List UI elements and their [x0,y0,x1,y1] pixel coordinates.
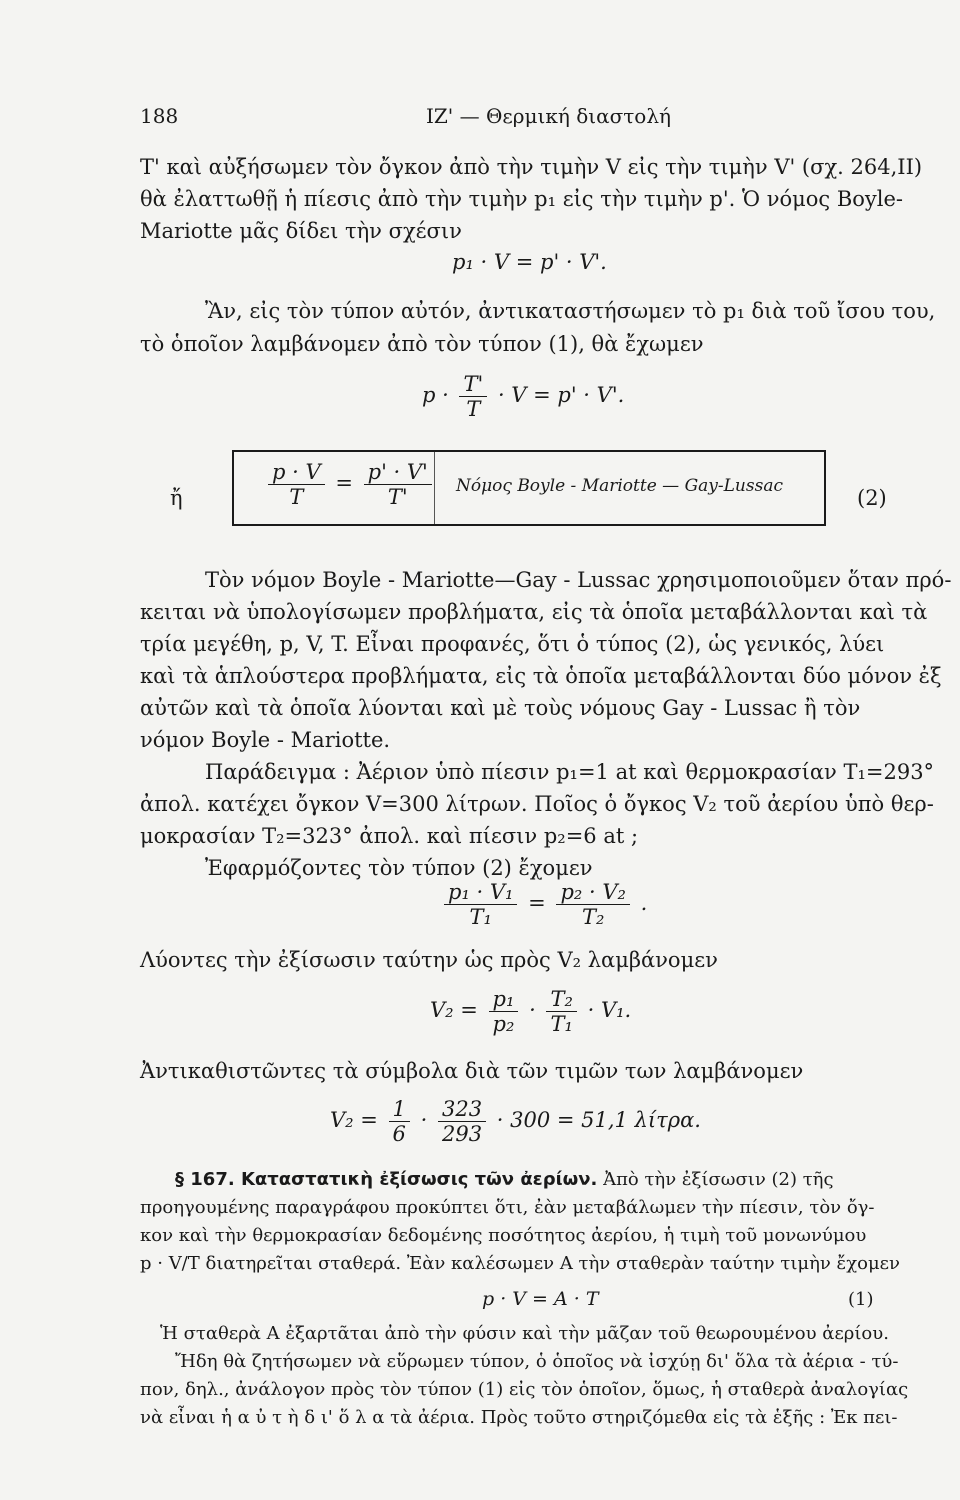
equation-combined [440,880,647,929]
text-line: θὰ ἐλαττωθῇ ἡ πίεσις ἀπὸ τὴν τιμὴν p₁ εἰς τὴν τιμὴν p'. Ὁ νόμος Boyle- [140,187,904,211]
equals-sign: = [335,471,353,495]
dot: · [420,1108,428,1132]
fraction [444,880,517,929]
example-line: Ἐφαρμόζοντες τὸν τύπον (2) ἔχομεν [205,856,593,880]
eq-left: p · [422,383,449,407]
eq-end: . [640,891,648,915]
text-line: αὐτῶν καὶ τὰ ὁποῖα λύονται καὶ μὲ τοὺς νόμους Gay - Lussac ἢ τὸν [140,696,861,720]
fraction-numerator: p₂ · V₂ [556,880,629,905]
page-number: 188 [140,104,179,128]
fraction [389,1097,410,1146]
law-equation [264,460,436,509]
equation-number: (2) [857,486,887,510]
eq-end: · 300 = 51,1 λίτρα. [496,1108,701,1132]
equation-boyle: p₁ · V = p' · V'. [452,250,607,274]
text-line: Ἡ σταθερὰ A ἐξαρτᾶται ἀπὸ τὴν φύσιν καὶ τὴν μᾶζαν τοῦ θεωρουμένου ἀερίου. [160,1323,889,1344]
section-heading-line [175,1168,834,1192]
text-line: κειται νὰ ὑπολογίσωμεν προβλήματα, εἰς τὰ ὁποῖα μεταβάλλονται καὶ τὰ [140,600,928,624]
text-line: προηγουμένης παραγράφου προκύπτει ὅτι, ἐὰν μεταβάλωμεν τὴν πίεσιν, τὸν ὄγ- [140,1197,875,1218]
text-line: πον, δηλ., ἀνάλογον πρὸς τὸν τύπον (1) εἰς τὸν ὁποῖον, ὅμως, ἡ σταθερὰ ἀναλογίας [140,1379,909,1400]
fraction-numerator: p' · V' [364,460,432,485]
section-heading-rest: Ἀπὸ τὴν ἐξίσωσιν (2) τῆς [603,1169,834,1190]
fraction-denominator: T [466,397,481,421]
law-label: Νόμος Boyle - Mariotte — Gay-Lussac [456,476,783,496]
fraction-denominator: 6 [392,1122,406,1146]
eq-lhs: V₂ = [430,998,478,1022]
fraction-numerator: 1 [389,1097,410,1122]
conjunction-eta: ἤ [170,486,183,510]
equation-substitution [422,372,624,421]
fraction [268,460,325,509]
text-line: Mariotte μᾶς δίδει τὴν σχέσιν [140,219,462,243]
text-line: Ἤδη θὰ ζητήσωμεν νὰ εὕρωμεν τύπον, ὁ ὁποῖος νὰ ἰσχύῃ δι' ὅλα τὰ ἀέρια - τύ- [175,1351,899,1372]
example-line: Παράδειγμα : Ἀέριον ὑπὸ πίεσιν p₁=1 at καὶ θερμοκρασίαν T₁=293° [205,760,935,784]
fraction-denominator: T₂ [581,905,605,929]
fraction-denominator: T₁ [469,905,492,929]
text-line: τρία μεγέθη, p, V, T. Εἶναι προφανές, ὅτι ὁ τύπος (2), ὡς γενικός, λύει [140,632,885,656]
text-line: p · V/T διατηρεῖται σταθερά. Ἐὰν καλέσωμεν A τὴν σταθερὰν ταύτην τιμὴν ἔχομεν [140,1253,900,1274]
text-line: Τὸν νόμον Boyle - Mariotte—Gay - Lussac χρησιμοποιοῦμεν ὅταν πρό- [205,568,952,592]
dot: · [529,998,536,1022]
eq-end: · V₁. [587,998,632,1022]
text-line: νὰ εἶναι ἡ α ὐ τ ὴ δ ι' ὅ λ α τὰ ἀέρια. Πρὸς τοῦτο στηριζόμεθα εἰς τὰ ἑξῆς : Ἐκ πει- [140,1407,898,1428]
equation-numeric [330,1097,701,1146]
text-line: κον καὶ τὴν θερμοκρασίαν δεδομένης ποσότητος ἀερίου, ἡ τιμὴ τοῦ μονωνύμου [140,1225,867,1246]
fraction [438,1097,486,1146]
law-box [232,450,826,526]
example-line: ἀπολ. κατέχει ὄγκον V=300 λίτρων. Ποῖος ὁ ὄγκος V₂ τοῦ ἀερίου ὑπὸ θερ- [140,792,934,816]
fraction [489,987,519,1036]
fraction-numerator: 323 [438,1097,486,1122]
section-heading: § 167. Καταστατικὴ ἐξίσωσις τῶν ἀερίων. [175,1169,598,1190]
fraction [459,372,487,421]
fraction [556,880,629,929]
equation-solve [430,987,631,1036]
fraction-numerator: p · V [268,460,325,485]
text-line: Ἂν, εἰς τὸν τύπον αὐτόν, ἀντικαταστήσωμεν τὸ p₁ διὰ τοῦ ἴσου του, [205,299,936,323]
fraction-numerator: p₁ · V₁ [444,880,517,905]
text-line: Λύοντες τὴν ἐξίσωσιν ταύτην ὡς πρὸς V₂ λαμβάνομεν [140,948,718,972]
text-line: καὶ τὰ ἁπλούστερα προβλήματα, εἰς τὰ ὁποῖα μεταβάλλονται δύο μόνον ἐξ [140,664,942,688]
fraction-numerator: p₁ [489,987,519,1012]
text-line: T' καὶ αὐξήσωμεν τὸν ὄγκον ἀπὸ τὴν τιμὴν V εἰς τὴν τιμὴν V' (σχ. 264,II) [140,155,923,179]
equals-sign: = [528,891,546,915]
fraction-denominator: p₂ [492,1012,515,1036]
fraction-numerator: T₂ [546,987,576,1012]
text-line: νόμον Boyle - Mariotte. [140,728,391,752]
fraction-numerator: T' [459,372,487,397]
fraction-denominator: T' [387,485,408,509]
fraction-denominator: T₁ [550,1012,573,1036]
fraction-denominator: T [289,485,304,509]
text-line: Ἀντικαθιστῶντες τὰ σύμβολα διὰ τῶν τιμῶν των λαμβάνομεν [140,1059,804,1083]
box-divider [434,452,435,524]
eq-right: · V = p' · V'. [497,383,625,407]
fraction-denominator: 293 [441,1122,483,1146]
text-line: τὸ ὁποῖον λαμβάνομεν ἀπὸ τὸν τύπον (1), θὰ ἔχωμεν [140,332,704,356]
state-equation: p · V = A · T [482,1288,599,1310]
running-title: ΙΖ' — Θερμική διαστολή [426,104,672,128]
fraction [546,987,576,1036]
example-line: μοκρασίαν T₂=323° ἀπολ. καὶ πίεσιν p₂=6 at ; [140,824,639,848]
fraction [364,460,432,509]
eq-lhs: V₂ = [330,1108,378,1132]
equation-number: (1) [848,1289,874,1310]
